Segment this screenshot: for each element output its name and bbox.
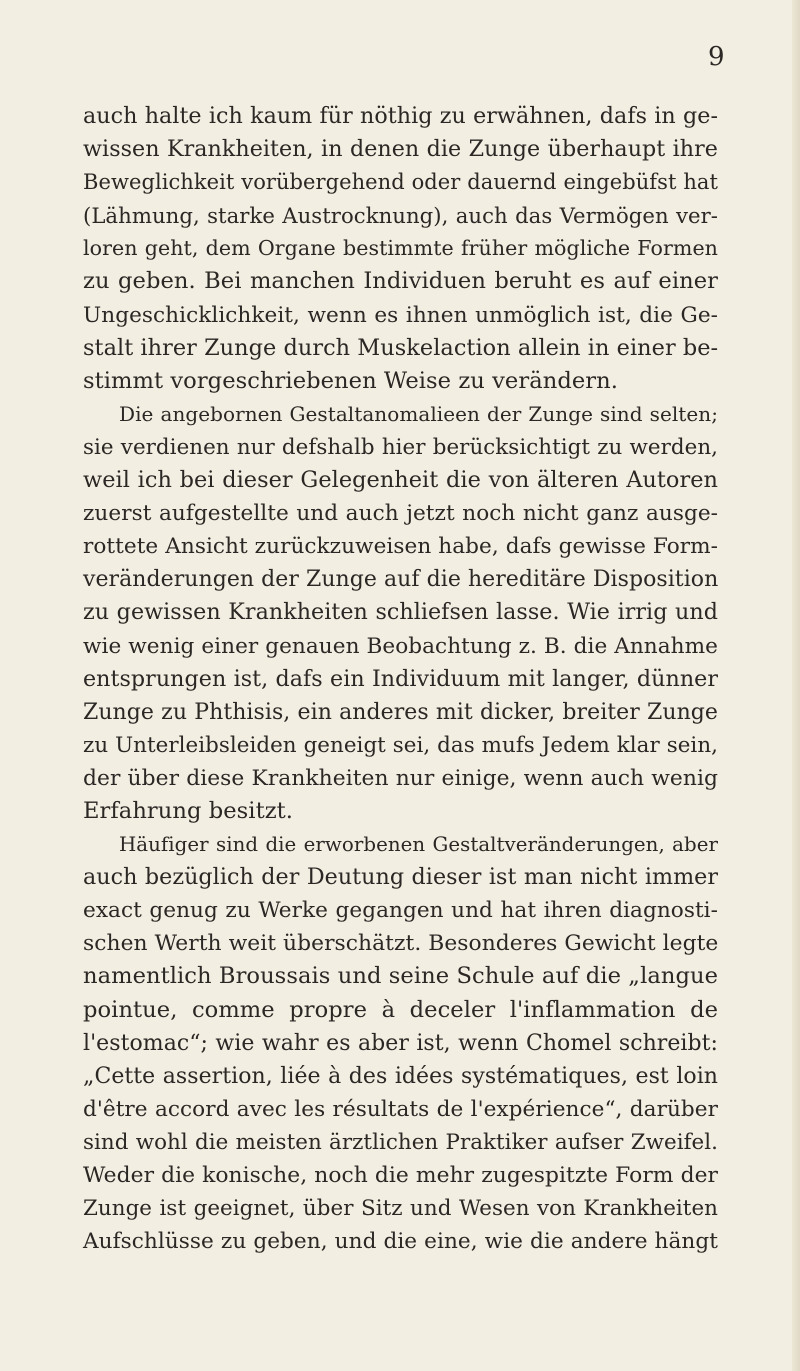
text-line: exact genug zu Werke gegangen und hat ihren diagnosti-	[83, 898, 718, 924]
text-line: Beweglichkeit vorübergehend oder dauernd eingebüfst hat	[83, 170, 718, 195]
text-line: weil ich bei dieser Gelegenheit die von älteren Autoren	[83, 467, 718, 494]
text-line: Die angebornen Gestaltanomalieen der Zunge sind selten;	[119, 401, 718, 426]
page-number: 9	[708, 42, 725, 72]
text-line: l'estomac“; wie wahr es aber ist, wenn Chomel schreibt:	[83, 1030, 718, 1056]
body-text	[83, 100, 718, 1258]
text-line: zu gewissen Krankheiten schliefsen lasse. Wie irrig und	[83, 599, 718, 626]
text-line: sind wohl die meisten ärztlichen Praktiker aufser Zweifel.	[83, 1129, 718, 1155]
text-line: wie wenig einer genauen Beobachtung z. B. die Annahme	[83, 633, 718, 659]
text-line: rottete Ansicht zurückzuweisen habe, dafs gewisse Form-	[83, 534, 718, 560]
text-line: Weder die konische, noch die mehr zugespitzte Form der	[83, 1163, 718, 1188]
text-line: (Lähmung, starke Austrocknung), auch das Vermögen ver-	[83, 203, 718, 229]
text-line: veränderungen der Zunge auf die hereditäre Disposition	[83, 567, 719, 593]
text-line: Zunge zu Phthisis, ein anderes mit dicker, breiter Zunge	[83, 699, 718, 725]
text-line: der über diese Krankheiten nur einige, wenn auch wenig	[83, 765, 718, 791]
text-line: namentlich Broussais und seine Schule auf die „langue	[83, 963, 718, 990]
text-line: loren geht, dem Organe bestimmte früher mögliche Formen	[83, 236, 718, 261]
text-line: „Cette assertion, liée à des idées systématiques, est loin	[83, 1063, 718, 1089]
text-line: Häufiger sind die erworbenen Gestaltveränderungen, aber	[119, 833, 718, 857]
text-line: pointue, comme propre à deceler l'inflammation de	[83, 996, 718, 1023]
text-line: Zunge ist geeignet, über Sitz und Wesen von Krankheiten	[83, 1196, 718, 1222]
text-line: zuerst aufgestellte und auch jetzt noch nicht ganz ausge-	[83, 501, 718, 527]
text-line: d'être accord avec les résultats de l'expérience“, darüber	[83, 1096, 718, 1122]
text-line: Aufschlüsse zu geben, und die eine, wie die andere hängt	[83, 1229, 718, 1255]
text-line: entsprungen ist, dafs ein Individuum mit langer, dünner	[83, 665, 718, 692]
text-line: stalt ihrer Zunge durch Muskelaction allein in einer be-	[83, 334, 719, 361]
text-line: wissen Krankheiten, in denen die Zunge überhaupt ihre	[83, 136, 718, 163]
page-edge-shadow	[792, 0, 800, 1371]
text-line: schen Werth weit überschätzt. Besonderes Gewicht legte	[83, 931, 719, 957]
text-line: zu geben. Bei manchen Individuen beruht es auf einer	[83, 268, 718, 295]
text-line: stimmt vorgeschriebenen Weise zu verändern.	[83, 367, 618, 394]
text-line: auch halte ich kaum für nöthig zu erwähnen, dafs in ge-	[83, 103, 718, 129]
text-line: Erfahrung besitzt.	[83, 797, 294, 824]
text-line: auch bezüglich der Deutung dieser ist man nicht immer	[83, 864, 718, 891]
text-line: zu Unterleibsleiden geneigt sei, das mufs Jedem klar sein,	[83, 732, 718, 758]
text-line: Ungeschicklichkeit, wenn es ihnen unmöglich ist, die Ge-	[83, 302, 718, 328]
text-line: sie verdienen nur defshalb hier berücksichtigt zu werden,	[83, 434, 718, 460]
